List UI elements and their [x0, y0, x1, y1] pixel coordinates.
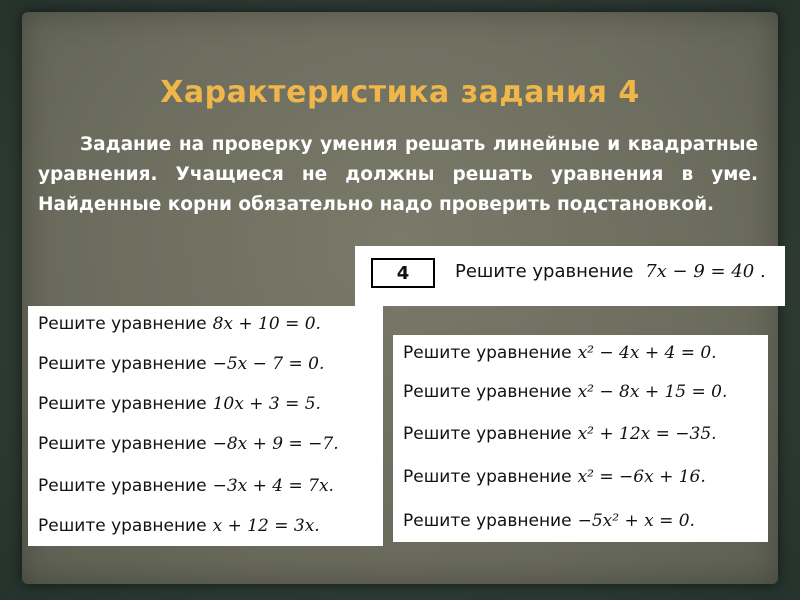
equation-label: Решите уравнение	[38, 476, 207, 496]
equation-expression: −5x − 7 = 0.	[212, 354, 325, 374]
equation-label: Решите уравнение	[38, 354, 207, 374]
equation-expression: x² − 8x + 15 = 0.	[577, 382, 728, 402]
equation-expression: −5x² + x = 0.	[577, 511, 695, 531]
linear-equation-row	[38, 516, 320, 536]
task-example-label: Решите уравнение	[455, 261, 634, 282]
slide-title: Характеристика задания 4	[160, 75, 640, 110]
quadratic-equations-card	[393, 335, 768, 542]
equation-label: Решите уравнение	[403, 511, 572, 531]
task-example-card	[355, 246, 785, 306]
quadratic-equation-row	[403, 511, 695, 531]
equation-expression: −3x + 4 = 7x.	[212, 476, 334, 496]
equation-expression: x² + 12x = −35.	[577, 424, 717, 444]
linear-equation-row	[38, 394, 321, 414]
linear-equation-row	[38, 434, 339, 454]
linear-equation-row	[38, 354, 324, 374]
equation-label: Решите уравнение	[403, 424, 572, 444]
task-example-equation: 7x − 9 = 40 .	[645, 261, 766, 282]
equation-expression: 10x + 3 = 5.	[212, 394, 321, 414]
equation-expression: 8x + 10 = 0.	[212, 314, 321, 334]
equation-label: Решите уравнение	[403, 343, 572, 363]
linear-equations-card	[28, 306, 383, 546]
equation-expression: x² − 4x + 4 = 0.	[577, 343, 717, 363]
quadratic-equation-row	[403, 382, 727, 402]
linear-equation-row	[38, 314, 321, 334]
task-description: Задание на проверку умения решать линейные и квадратные уравнения. Учащиеся не должны решать уравнения в уме. Найденные корни обязательно надо проверить подстановкой.	[38, 134, 758, 215]
equation-expression: x + 12 = 3x.	[212, 516, 320, 536]
equation-label: Решите уравнение	[38, 394, 207, 414]
equation-label: Решите уравнение	[38, 314, 207, 334]
equation-label: Решите уравнение	[403, 467, 572, 487]
equation-label: Решите уравнение	[403, 382, 572, 402]
linear-equation-row	[38, 476, 334, 496]
quadratic-equation-row	[403, 424, 717, 444]
equation-expression: −8x + 9 = −7.	[212, 434, 339, 454]
equation-expression: x² = −6x + 16.	[577, 467, 706, 487]
equation-label: Решите уравнение	[38, 434, 207, 454]
equation-label: Решите уравнение	[38, 516, 207, 536]
task-number-box: 4	[371, 258, 435, 288]
task-example-text	[455, 260, 766, 284]
quadratic-equation-row	[403, 467, 706, 487]
quadratic-equation-row	[403, 343, 717, 363]
